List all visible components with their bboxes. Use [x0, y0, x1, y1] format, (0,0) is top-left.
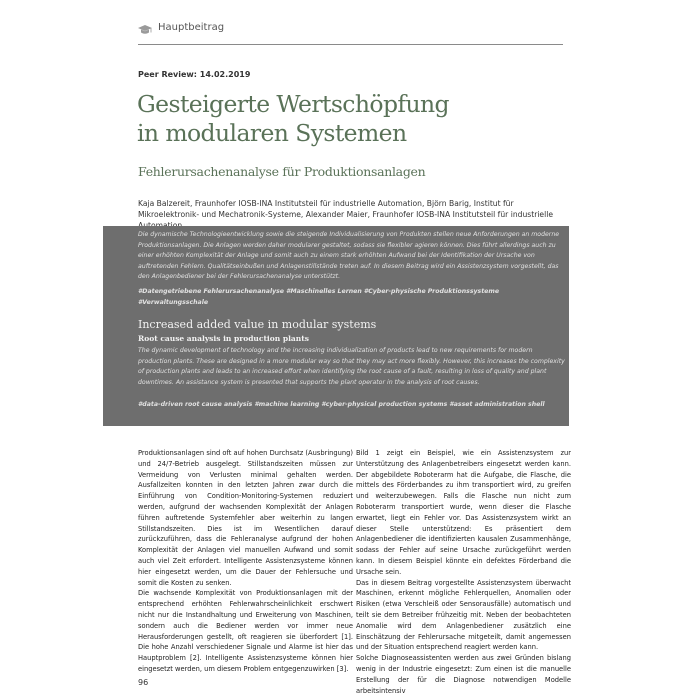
article-title: [137, 90, 567, 148]
body-paragraph: Solche Diagnoseassistenten werden aus zwei Gründen bislang wenig in der Industrie eingesetzt: Zum einen ist die manuelle Erstellung der für die Diagnose notwendigen Modelle arbeitsintensiv: [356, 654, 571, 695]
body-paragraph: Produktionsanlagen sind oft auf hohen Durchsatz (Ausbringung) und 24/7-Betrieb ausgelegt. Stillstandszeiten müssen zur Vermeidung von Verlusten minimal gehalten werden. Ausfallzeiten konnten in den letzten Jahren zwar durch die Einführung von Condition-Monitoring-Systemen reduziert werden, aufgrund der wachsenden Komplexität der Anlagen führen auftretende Systemfehler aber weiterhin zu langen Stillstandszeiten. Dies ist im Wesentlichen darauf zurückzuführen, dass die Fehleranalyse aufgrund der hohen Komplexität der Anlagen viel manuellen Aufwand und somit auch viel Zeit erfordert. Intelligente Assistenzsysteme können hier eingesetzt werden, um die Dauer der Fehlersuche und somit die Kosten zu senken.: [138, 449, 353, 587]
english-subtitle: Root cause analysis in production plants: [138, 334, 309, 343]
body-column-left: [138, 448, 353, 675]
body-paragraph: Bild 1 zeigt ein Beispiel, wie ein Assistenzsystem zur Unterstützung des Anlagenbetreibers eingesetzt werden kann. Der abgebildete Roboterarm hat die Aufgabe, die Flasche, die mittels des Förderbandes zu ihm transportiert wird, zu greifen und weiterzubewegen. Falls die Flasche nun nicht zum Roboterarm transportiert wurde, wenn dieser die Flasche erwartet, liegt ein Fehler vor. Das Assistenzsystem wirkt an dieser Stelle unterstützend: Es präsentiert dem Anlagenbediener die identifizierten kausalen Zusammenhänge, sodass der Fehler auf seine Ursache zurückgeführt werden kann. In diesem Beispiel könnte ein defektes Förderband die Ursache sein.: [356, 449, 571, 576]
keywords-english: #data-driven root cause analysis #machine learning #cyber-physical production systems #asset administration shell: [138, 401, 545, 408]
body-paragraph: Die wachsende Komplexität von Produktionsanlagen mit der entsprechend erhöhten Fehlerwahrscheinlichkeit erschwert nicht nur die Instandhaltung und Erweiterung von Maschinen, sondern auch die Bediener werden vor immer neue Herausforderungen gestellt, oft reagieren sie überfordert [1]. Die hohe Anzahl verschiedener Signale und Alarme ist hier das Hauptproblem [2]. Intelligente Assistenzsysteme können hier eingesetzt werden, um diesem Problem entgegenzuwirken [3].: [138, 589, 353, 673]
keywords-german: #Datengetriebene Fehlerursachenanalyse #Maschinelles Lernen #Cyber-physische Produktionssysteme #Verwaltungsschale: [138, 288, 500, 306]
authors: Kaja Balzereit, Fraunhofer IOSB-INA Institutsteil für industrielle Automation, Björn Barig, Institut für Mikroelektronik- und Mechatronik-Systeme, Alexander Maier, Fraunhofer IOSB-INA Institutsteil für industrielle: [138, 199, 553, 219]
section-header: [138, 20, 563, 45]
article-title-line-1: Gesteigerte Wertschöpfung: [137, 90, 449, 118]
abstract-box: [103, 226, 569, 426]
english-title: Increased added value in modular systems: [138, 318, 377, 331]
page-number: 96: [138, 678, 149, 687]
section-label: Hauptbeitrag: [158, 22, 225, 33]
body-column-right: [356, 448, 571, 696]
article-title-line-2: in modularen Systemen: [137, 119, 407, 147]
peer-review-date: Peer Review: 14.02.2019: [138, 70, 251, 79]
graduation-cap-icon: [138, 25, 152, 35]
article-subtitle: Fehlerursachenanalyse für Produktionsanlagen: [138, 164, 426, 179]
abstract-english: The dynamic development of technology and the increasing individualization of products lead to new requirements for modern production plants. These are designed in a more modular way so that they may act more flexibly. However, this increases the complexity of production plants and leads to an increased effort when identifying the root cause of a fault, resulting in loss of quality and plant downtimes. An assistance system is presented that supports the plant operator in the analysis of root causes.: [138, 347, 565, 386]
body-paragraph: Das in diesem Beitrag vorgestellte Assistenzsystem überwacht Maschinen, erkennt mögliche Fehlerquellen, Anomalien oder Risiken (etwa Verschleiß oder Sensorausfälle) automatisch und teilt sie dem Betreiber frühzeitig mit. Neben der beobachteten Anomalie wird dem Anlagenbediener zusätzlich eine Einschätzung der Fehlerursache mitgeteilt, damit angemessen und der Situation entsprechend reagiert werden kann.: [356, 578, 571, 652]
abstract-german: Die dynamische Technologieentwicklung sowie die steigende Individualisierung von Produkten stellen neue Anforderungen an moderne Produktionsanlagen. Die Anlagen werden daher modularer gestaltet, sodass sie flexibler agieren können. Dies führt allerdings auch zu einer erhöhten Komplexität der Anlage und somit auch zu einem stark erhöhten Aufwand bei der Identifikation der Ursache von auftretenden Fehlern. Qualitätseinbußen und Anlagenstillstände treten auf. In diesem Beitrag wird ein Assistenzsystem vorgestellt, das den Anlagenbediener bei der Fehlerursachenanalyse unterstützt.: [138, 231, 560, 280]
